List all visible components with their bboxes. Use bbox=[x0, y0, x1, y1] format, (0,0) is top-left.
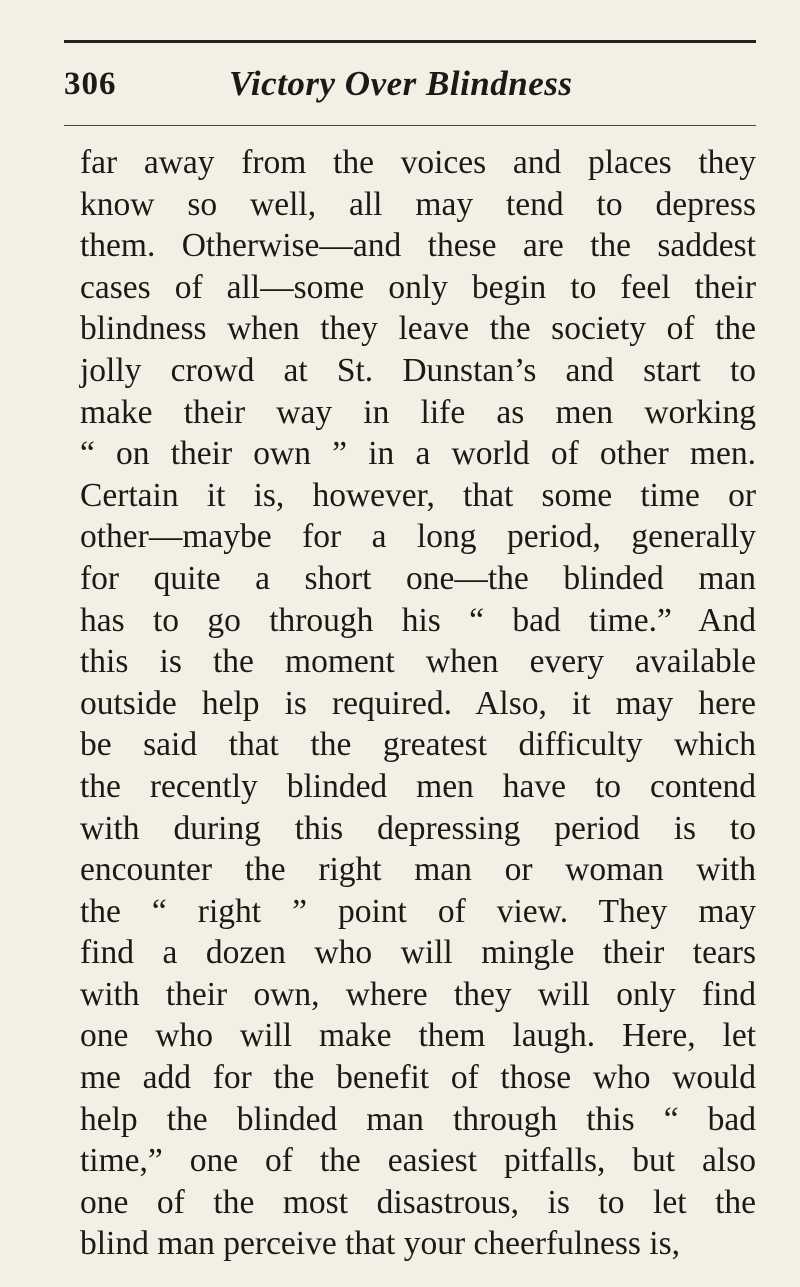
text-line: with their own, where they will only find bbox=[80, 975, 756, 1013]
running-title: Victory Over Blindness bbox=[229, 64, 573, 103]
text-line: find a dozen who will mingle their tears bbox=[80, 934, 756, 972]
page-header bbox=[64, 58, 756, 114]
text-line: encounter the right man or woman with bbox=[80, 851, 756, 889]
text-line: one who will make them laugh. Here, let bbox=[80, 1017, 756, 1055]
text-line: help the blinded man through this “ bad bbox=[80, 1100, 756, 1138]
text-line: the “ right ” point of view. They may bbox=[80, 892, 756, 930]
text-line: other—maybe for a long period, generally bbox=[80, 518, 756, 556]
text-line: with during this depressing period is to bbox=[80, 809, 756, 847]
text-line: the recently blinded men have to contend bbox=[80, 767, 756, 805]
text-line: has to go through his “ bad time.” And bbox=[80, 601, 756, 639]
text-line: blind man perceive that your cheerfulness is, bbox=[80, 1225, 681, 1263]
text-line: jolly crowd at St. Dunstan’s and start to bbox=[80, 351, 756, 389]
text-line: “ on their own ” in a world of other men. bbox=[80, 435, 756, 473]
text-line: this is the moment when every available bbox=[80, 643, 756, 681]
header-bottom-rule bbox=[64, 125, 756, 126]
text-line: make their way in life as men working bbox=[80, 393, 756, 431]
page-number: 306 bbox=[64, 66, 117, 102]
text-line: me add for the benefit of those who would bbox=[80, 1059, 756, 1097]
text-line: far away from the voices and places they bbox=[80, 144, 756, 181]
text-line: outside help is required. Also, it may here bbox=[80, 684, 756, 722]
text-line: be said that the greatest difficulty which bbox=[80, 726, 756, 764]
text-line: blindness when they leave the society of the bbox=[80, 310, 756, 348]
text-line: one of the most disastrous, is to let the bbox=[80, 1183, 756, 1221]
text-line: for quite a short one—the blinded man bbox=[80, 559, 756, 597]
text-line: them. Otherwise—and these are the saddest bbox=[80, 227, 756, 265]
header-top-rule bbox=[64, 40, 756, 43]
body-text bbox=[80, 142, 756, 1265]
text-line: time,” one of the easiest pitfalls, but also bbox=[80, 1142, 756, 1180]
text-line: cases of all—some only begin to feel their bbox=[80, 268, 756, 306]
text-line: know so well, all may tend to depress bbox=[80, 185, 756, 223]
text-line: Certain it is, however, that some time or bbox=[80, 476, 756, 514]
